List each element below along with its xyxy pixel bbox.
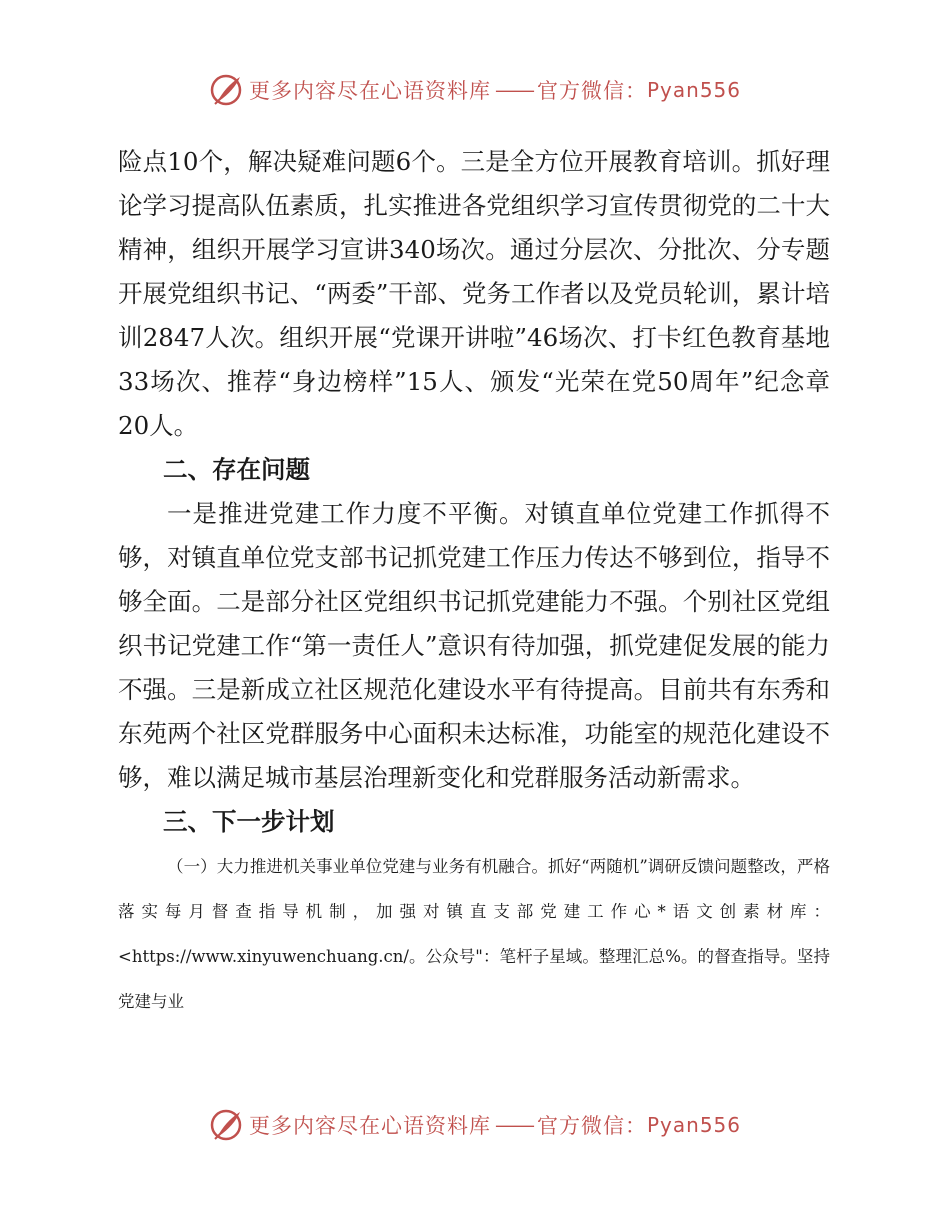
watermark-separator: ——	[494, 1113, 533, 1137]
document-body	[118, 140, 830, 1024]
watermark-separator: ——	[494, 78, 533, 102]
section-heading-problems: 二、存在问题	[163, 455, 310, 484]
watermark-text: 更多内容尽在心语资料库	[248, 1114, 491, 1138]
wechat-label: 官方微信：	[536, 79, 647, 103]
paragraph-training: 险点10个，解决疑难问题6个。三是全方位开展教育培训。抓好理论学习提高队伍素质，扎实推进各党组织学习宣传贯彻党的二十大精神，组织开展学习宣讲340场次。通过分层次、分批次、分专题开展党组织书记、“两委”干部、党务工作者以及党员轮训，累计培训2847人次。组织开展“党课开讲啦”46场次、打卡红色教育基地33场次、推荐“身边榜样”15人、颁发“光荣在党50周年”纪念章20人。	[118, 147, 830, 440]
paragraph-problems: 一是推进党建工作力度不平衡。对镇直单位党建工作抓得不够，对镇直单位党支部书记抓党建工作压力传达不够到位，指导不够全面。二是部分社区党组织书记抓党建能力不强。个别社区党组织书记党建工作“第一责任人”意识有待加强，抓党建促发展的能力不强。三是新成立社区规范化建设水平有待提高。目前共有东秀和东苑两个社区党群服务中心面积未达标准，功能室的规范化建设不够，难以满足城市基层治理新变化和党群服务活动新需求。	[118, 499, 830, 792]
wechat-label: 官方微信：	[536, 1114, 647, 1138]
watermark-banner-bottom	[0, 1105, 950, 1145]
quill-logo-icon	[209, 72, 245, 108]
paragraph-next-steps: （一）大力推进机关事业单位党建与业务有机融合。抓好“两随机”调研反馈问题整改，严格落实每月督查指导机制，加强对镇直支部党建工作心*语文创素材库：<https://www.xinyuwenchuang.cn/。公众号"：笔杆子星域。整理汇总%。的督查指导。坚持党建与业	[118, 857, 830, 1011]
section-heading-next-steps: 三、下一步计划	[163, 807, 335, 836]
watermark-banner-top	[0, 70, 950, 110]
wechat-id: Pyan556	[646, 1113, 741, 1137]
wechat-id: Pyan556	[646, 78, 741, 102]
watermark-text: 更多内容尽在心语资料库	[248, 79, 491, 103]
quill-logo-icon	[209, 1107, 245, 1143]
